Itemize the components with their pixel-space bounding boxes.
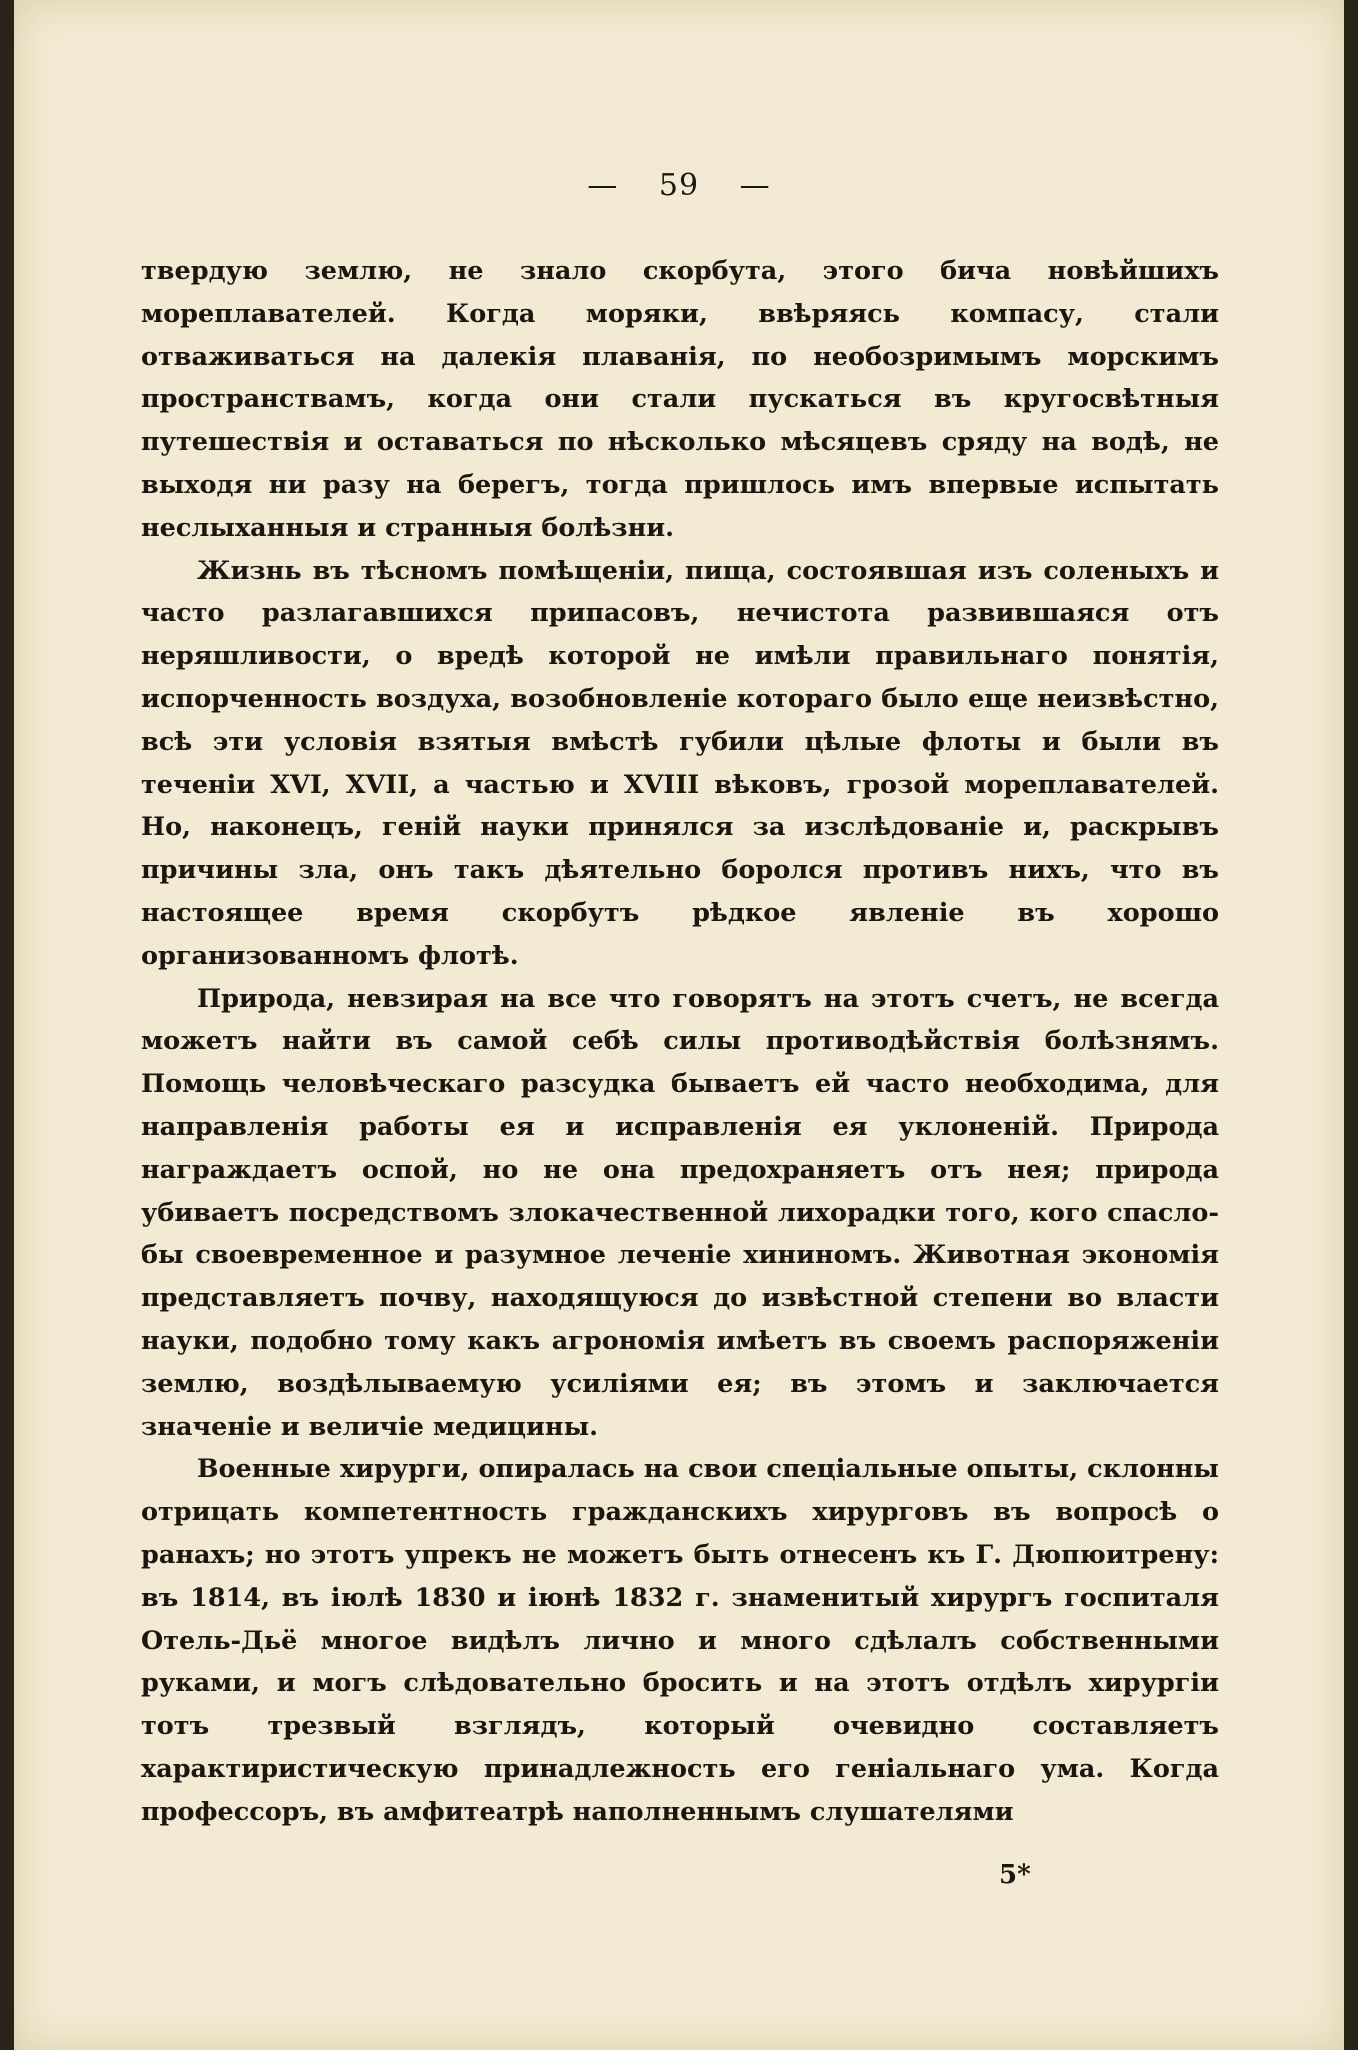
body-text bbox=[141, 250, 1219, 1833]
page-header bbox=[14, 168, 1344, 203]
page-number: 59 bbox=[658, 168, 700, 203]
paragraph: Жизнь въ тѣсномъ помѣщеніи, пища, состоявшая изъ соленыхъ и часто разлагавшихся припасовъ, нечистота развившаяся отъ неряшливости, о вредѣ которой не имѣли правильнаго понятія, испорченность воздуха, возобновленіе котораго было еще неизвѣстно, всѣ эти условія взятыя вмѣстѣ губили цѣлые флоты и были въ теченіи XVI, XVII, а частью и XVIII вѣковъ, грозой мореплавателей. Но, наконецъ, геній науки принялся за изслѣдованіе и, раскрывъ причины зла, онъ такъ дѣятельно боролся противъ нихъ, что въ настоящее время скорбутъ рѣдкое явленіе въ хорошо организованномъ флотѣ. bbox=[141, 555, 1219, 971]
scan-right-edge bbox=[1344, 0, 1358, 2050]
scan-left-edge bbox=[0, 0, 14, 2050]
header-dash-right: — bbox=[739, 168, 771, 203]
paragraph: Военные хирурги, опиралась на свои спеціальные опыты, склонны отрицать компетентность гражданскихъ хирурговъ въ вопросѣ о ранахъ; но этотъ упрекъ не можетъ быть отнесенъ къ Г. Дюпюитрену: въ 1814, въ іюлѣ 1830 и іюнѣ 1832 г. знаменитый хирургъ госпиталя Отель-Дьё многое видѣлъ лично и много сдѣлалъ собственными руками, и могъ слѣдовательно бросить и на этотъ отдѣлъ хирургіи тотъ трезвый взглядъ, который очевидно составляетъ характиристическую принадлежность его геніальнаго ума. Когда профессоръ, въ амфитеатрѣ наполненнымъ слушателями bbox=[141, 1454, 1219, 1827]
paragraph: Природа, невзирая на все что говорятъ на этотъ счетъ, не всегда можетъ найти въ самой себѣ силы противодѣйствія болѣзнямъ. Помощь человѣческаго разсудка бываетъ ей часто необходима, для направленія работы ея и исправленія ея уклоненій. Природа награждаетъ оспой, но не она предохраняетъ отъ нея; природа убиваетъ посредствомъ злокачественной лихорадки того, кого спасло-бы своевременное и разумное леченіе хининомъ. Животная экономія представляетъ почву, находящуюся до извѣстной степени во власти науки, подобно тому какъ агрономія имѣетъ въ своемъ распоряженіи землю, воздѣлываемую усиліями ея; въ этомъ и заключается значеніе и величіе медицины. bbox=[141, 983, 1219, 1442]
header-dash-left: — bbox=[587, 168, 619, 203]
book-page bbox=[14, 0, 1344, 2050]
paragraph-continuation: твердую землю, не знало скорбута, этого бича новѣйшихъ мореплавателей. Когда моряки, ввѣряясь компасу, стали отваживаться на далекія плаванія, по необозримымъ морскимъ пространствамъ, когда они стали пускаться въ кругосвѣтныя путешествія и оставаться по нѣсколько мѣсяцевъ сряду на водѣ, не выходя ни разу на берегъ, тогда пришлось имъ впервые испытать неслыханныя и странныя болѣзни. bbox=[141, 256, 1219, 543]
signature-mark: 5* bbox=[999, 1860, 1031, 1890]
